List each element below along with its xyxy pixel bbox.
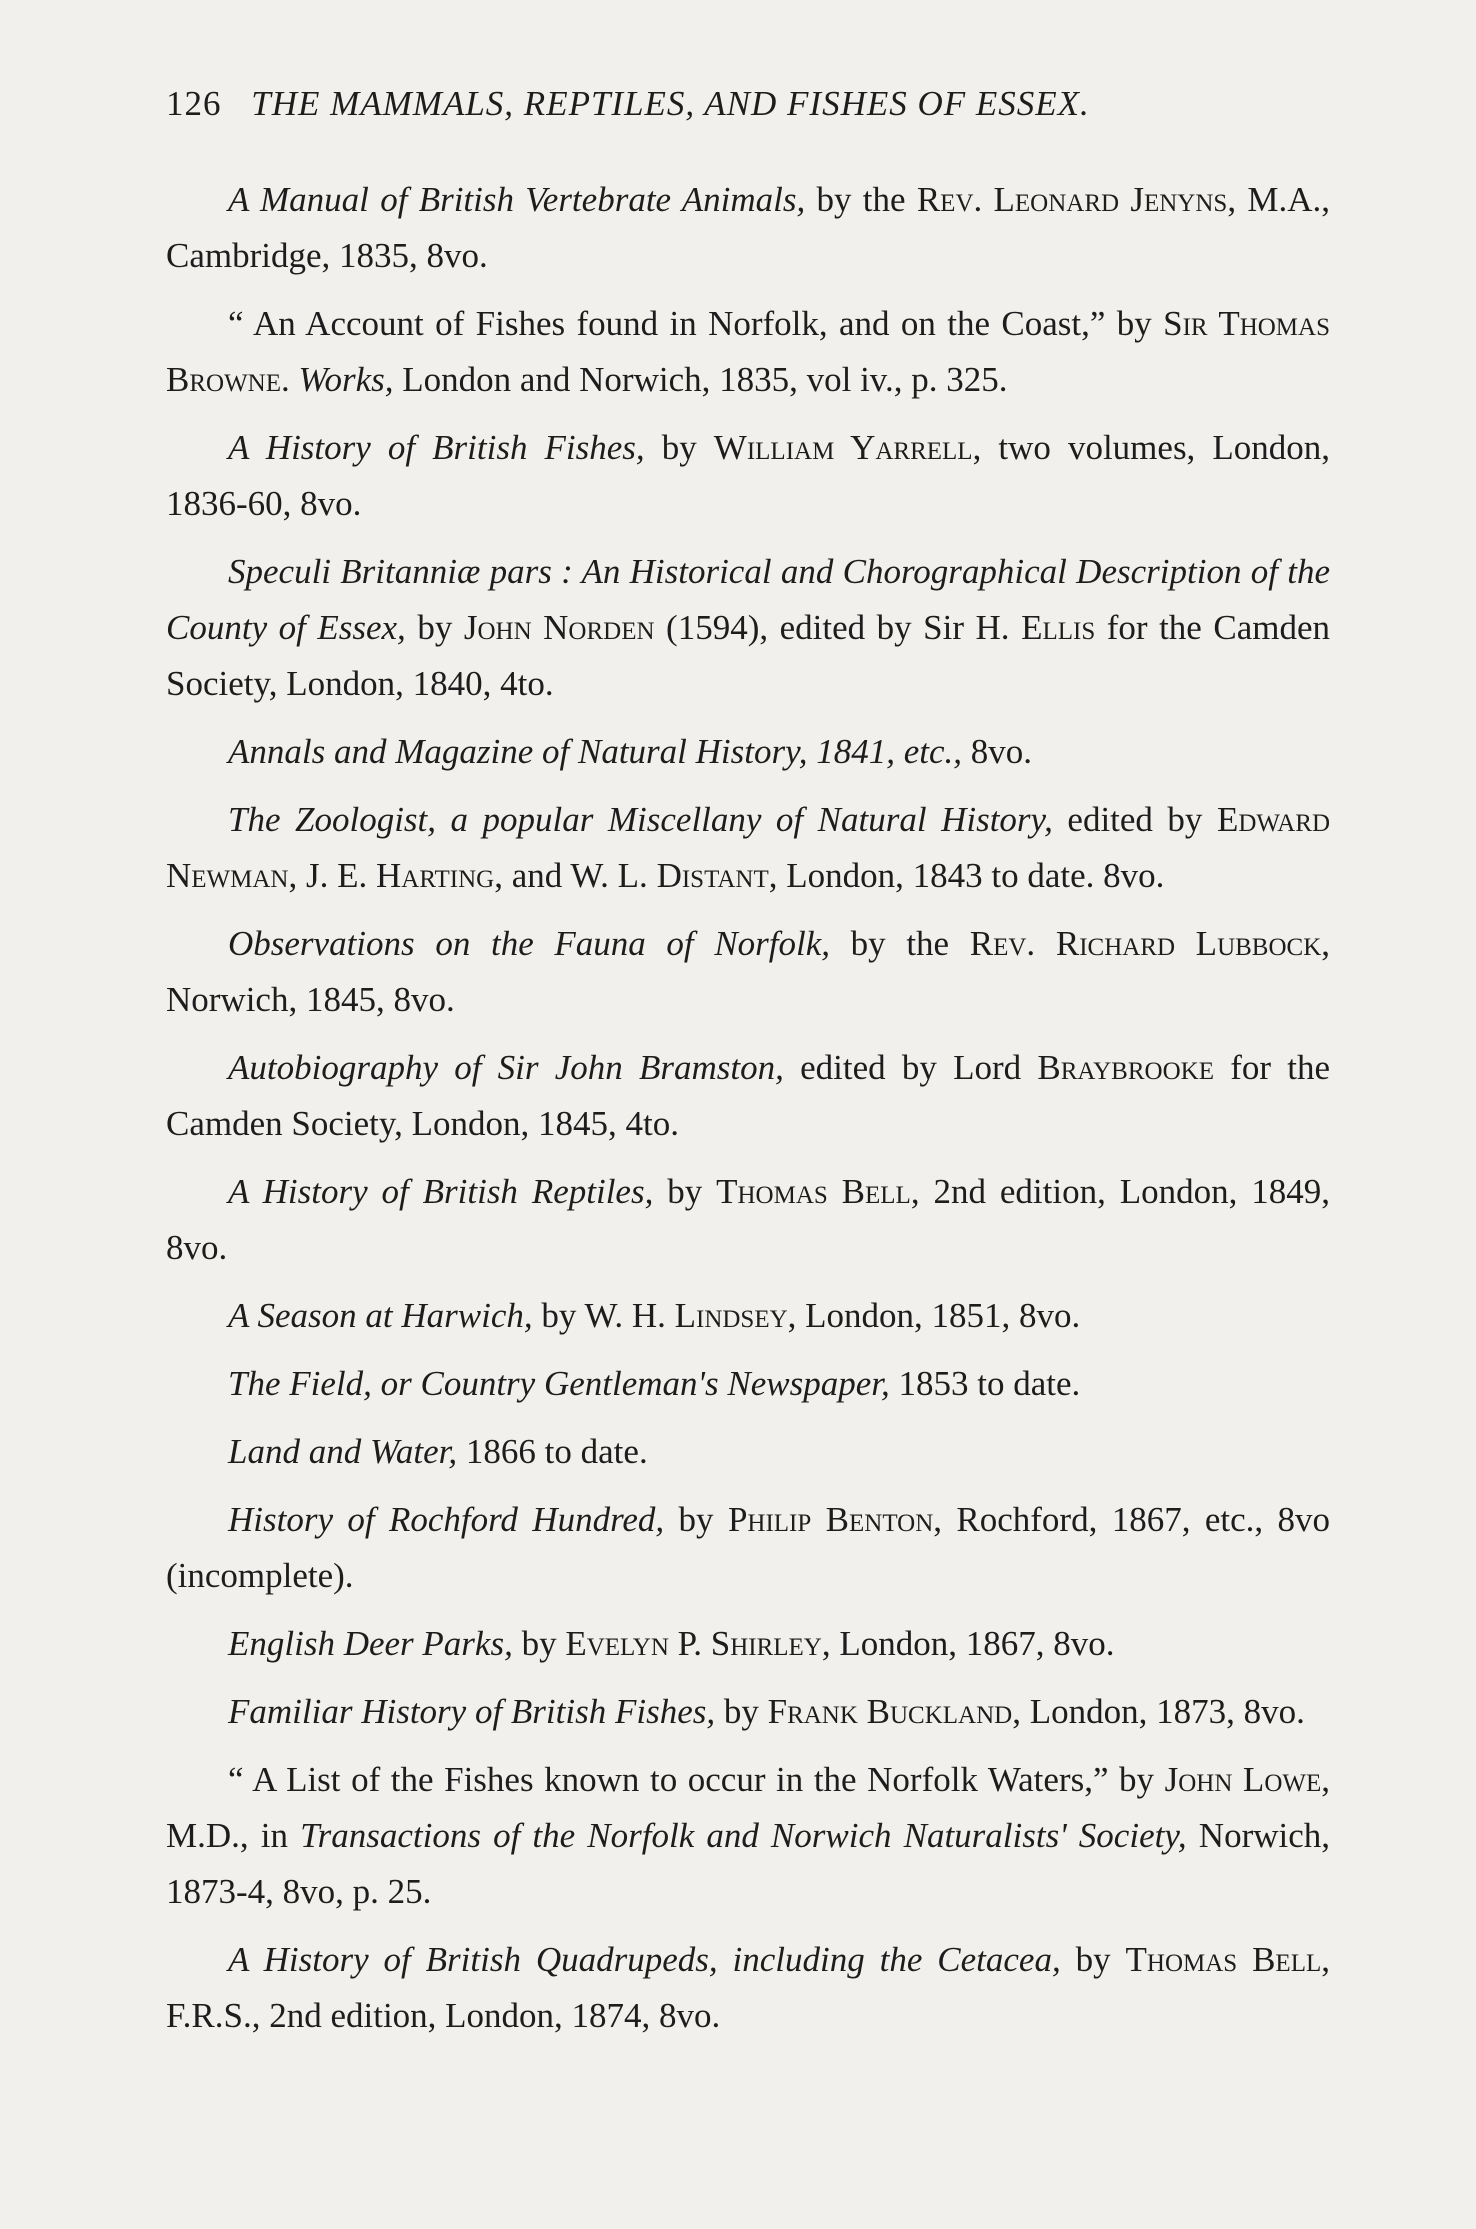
entry-text: by the [830, 924, 970, 963]
bibliography-entry [166, 420, 1330, 532]
entry-text: 8vo. [962, 732, 1033, 771]
work-title: Speculi Britanniæ pars : An Historical and Chorographical Description of the County of Essex, [166, 552, 1330, 647]
author-name: Evelyn P. Shirley [565, 1624, 822, 1663]
entry-text: edited by [1052, 800, 1217, 839]
entry-text: 1853 to date. [889, 1364, 1081, 1403]
entry-text: , M.D., in [166, 1760, 1330, 1855]
work-title: The Zoologist, a popular Miscellany of Natural History, [228, 800, 1053, 839]
work-title: English Deer Parks, [228, 1624, 513, 1663]
entry-text: by the [805, 180, 917, 219]
author-name: Sir Thomas Browne [166, 304, 1330, 399]
entry-text: , 2nd edition, London, 1849, 8vo. [166, 1172, 1330, 1267]
author-name: Thomas Bell [1125, 1940, 1322, 1979]
entry-text: (1594), edited by Sir H. [654, 608, 1022, 647]
bibliography-entry [166, 544, 1330, 712]
bibliography-entry [166, 1040, 1330, 1152]
work-title: A Season at Harwich, [228, 1296, 533, 1335]
author-name: Braybrooke [1037, 1048, 1214, 1087]
entry-text: for the Camden Society, London, 1840, 4to. [166, 608, 1330, 703]
work-title: History of Rochford Hundred, [228, 1500, 665, 1539]
entry-text: “ An Account of Fishes found in Norfolk, and on the Coast,” by [228, 304, 1164, 343]
bibliography-entry [166, 724, 1330, 780]
work-title: Familiar History of British Fishes, [228, 1692, 716, 1731]
author-name: Thomas Bell [716, 1172, 911, 1211]
entry-text: edited by Lord [783, 1048, 1038, 1087]
entry-text: . [281, 360, 299, 399]
work-title: The Field, or Country Gentleman's Newspaper, [228, 1364, 890, 1403]
entry-text: , J. E. [288, 856, 376, 895]
bibliography-entry [166, 916, 1330, 1028]
author-name: Frank Buckland [767, 1692, 1013, 1731]
entry-text: by [405, 608, 464, 647]
work-title: A Manual of British Vertebrate Animals, [228, 180, 806, 219]
bibliography-entry [166, 172, 1330, 284]
entry-text: , two volumes, London, 1836-60, 8vo. [166, 428, 1331, 523]
bibliography-entry [166, 296, 1330, 408]
author-name: John Norden [463, 608, 655, 647]
author-name: William Yarrell [713, 428, 973, 467]
entry-text: , London, 1867, 8vo. [821, 1624, 1115, 1663]
entry-text: by [512, 1624, 566, 1663]
bibliography-entry [166, 1164, 1330, 1276]
entry-text: , F.R.S., 2nd edition, London, 1874, 8vo. [166, 1940, 1330, 2035]
entry-text: by [1060, 1940, 1126, 1979]
bibliography-entry [166, 792, 1330, 904]
work-title: Observations on the Fauna of Norfolk, [228, 924, 831, 963]
entry-text: , Norwich, 1845, 8vo. [166, 924, 1331, 1019]
work-title: Works, [298, 360, 394, 399]
work-title: A History of British Reptiles, [228, 1172, 654, 1211]
work-title: A History of British Quadrupeds, including the Cetacea, [228, 1940, 1061, 1979]
bibliography-entry [166, 1684, 1330, 1740]
work-title: A History of British Fishes, [228, 428, 645, 467]
running-title: THE MAMMALS, REPTILES, AND FISHES OF ESSEX. [251, 84, 1090, 123]
author-name: Ellis [1021, 608, 1096, 647]
entry-text: , London, 1843 to date. 8vo. [768, 856, 1165, 895]
author-name: Philip Benton [727, 1500, 934, 1539]
page-number: 126 [166, 84, 222, 123]
entry-text: “ A List of the Fishes known to occur in the Norfolk Waters,” by [228, 1760, 1165, 1799]
entry-text: by [644, 428, 714, 467]
author-name: Harting [375, 856, 495, 895]
work-title: Autobiography of Sir John Bramston, [228, 1048, 784, 1087]
bibliography-entry [166, 1356, 1330, 1412]
author-name: Edward Newman [166, 800, 1330, 895]
author-name: Rev. Leonard Jenyns [916, 180, 1228, 219]
entry-text: by [715, 1692, 768, 1731]
author-name: Lindsey [674, 1296, 788, 1335]
entry-text: by [653, 1172, 717, 1211]
entry-text: , and W. L. [494, 856, 657, 895]
entry-text: , London, 1873, 8vo. [1012, 1692, 1305, 1731]
running-head [166, 84, 1336, 124]
bibliography-entry [166, 1492, 1330, 1604]
author-name: Rev. Richard Lubbock [969, 924, 1322, 963]
entry-text: Norwich, 1873-4, 8vo, p. 25. [166, 1816, 1331, 1911]
entry-text: , Rochford, 1867, etc., 8vo (incomplete). [166, 1500, 1330, 1595]
entry-text: by W. H. [532, 1296, 675, 1335]
work-title: Annals and Magazine of Natural History, 1841, etc., [228, 732, 963, 771]
bibliography-entry [166, 1752, 1330, 1920]
author-name: Distant [656, 856, 769, 895]
bibliography-entry [166, 1616, 1330, 1672]
entry-text: for the Camden Society, London, 1845, 4to. [166, 1048, 1330, 1143]
entry-text: London and Norwich, 1835, vol iv., p. 325. [393, 360, 1008, 399]
work-title: Land and Water, [228, 1432, 458, 1471]
bibliography-entry [166, 1932, 1330, 2044]
work-title: Transactions of the Norfolk and Norwich Naturalists' Society, [300, 1816, 1187, 1855]
entry-text: , London, 1851, 8vo. [787, 1296, 1081, 1335]
bibliography-entry [166, 1288, 1330, 1344]
entry-text: , M.A., Cambridge, 1835, 8vo. [166, 180, 1331, 275]
entry-text: by [664, 1500, 728, 1539]
entry-text: 1866 to date. [457, 1432, 648, 1471]
bibliography-entry [166, 1424, 1330, 1480]
bibliography-list [166, 172, 1330, 2056]
author-name: John Lowe [1164, 1760, 1322, 1799]
